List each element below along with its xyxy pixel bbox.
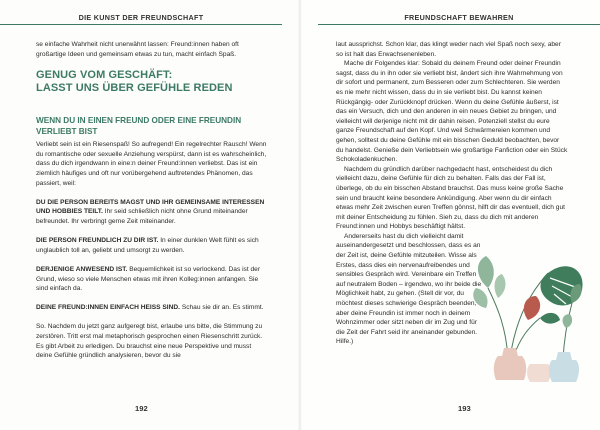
section-title-line-1: GENUG VOM GESCHÄFT: <box>36 69 173 82</box>
paragraph-laut: laut aussprichst. Schon klar, das klingt weder nach viel Spaß noch sexy, aber so ist halt das Erwachsenenleben. <box>336 41 561 58</box>
reason-item-2-text: In einer dunklen Welt fühlt es sich unglaublich toll an, geliebt und umsorgt zu werden. <box>36 237 259 254</box>
plants-illustration-svg <box>468 248 588 388</box>
section-title <box>36 69 268 95</box>
reason-item-3-lead: DERJENIGE ANWESEND IST. <box>36 265 128 273</box>
subsection-title <box>36 116 268 137</box>
subsection-title-line-1: WENN DU IN EINEN FREUND ODER EINE FREUNDIN <box>36 116 242 126</box>
reason-item-1-lead: DU DIE PERSON BEREITS MAGST UND IHR GEMEINSAME INTERESSEN UND HOBBIES TEILT. <box>36 198 265 216</box>
paragraph-stimmung: So. Nachdem du jetzt ganz aufgeregt bist, erlaube uns bitte, die Stimmung zu zerstören. Tritt erst mal metaphorisch gesprochen einen Riesenschritt zurück. Es gibt Arbeit zu erledigen. Du brauchst eine neue Perspektive und musst deine Gefühle gründlich analysieren, bevor du sie <box>36 323 263 360</box>
page-number-left: 192 <box>135 404 148 413</box>
reason-item-3 <box>36 265 268 294</box>
paragraph-andererseits: Andererseits hast du dich vielleicht damit auseinandergesetzt und beschlossen, dass es an der Zeit ist, deine Gefühle mitzuteilen. Wisse als Erstes, dass dies ein nervenaufreibendes und sensibles Gespräch wird. Vereinbare ein Treffen auf neutralem Boden – irgendwo, wo ihr beide die Möglichkeit habt, zu gehen. (Stell dir vor, du möchtest dieses schwierige Gespräch beenden, aber deine Freundin ist immer noch in deinem Wohnzimmer oder sitzt neben dir im Zug und für die Zeit der Fahrt seid ihr aneinander gebunden. Hilfe.) <box>336 232 482 346</box>
paragraph-nachgedacht: Nachdem du gründlich darüber nachgedacht hast, entscheidest du dich vielleicht dazu, deine Gefühle für dich zu behalten. Falls das der Fall ist, überlege, ob du ein bisschen Abstand brauchst. Das muss keine große Sache sein und braucht keine besondere Ankündigung. Aber wenn du dir einfach etwas mehr Zeit zwischen euren Treffen gönnst, hilft dir das eventuell, dich gut mit deiner Entscheidung zu fühlen. Sieh zu, dass du dich mit anderen Freund:innen und Hobbys beschäftigt hältst. <box>336 165 565 231</box>
reason-item-4-text: Schau sie dir an. Es stimmt. <box>179 304 264 312</box>
paragraph-verliebt: Verliebt sein ist ein Riesenspaß! So aufregend! Ein regelrechter Rausch! Wenn du romantische oder sexuelle Anziehung verspürst, dann ist es wahrscheinlich, dass du dich irgendwann in eine:n deiner Freund:innen verliebst. Das ist ein ziemlich häufiges und oft nur vorübergehend auftretendes Phänomen, das passiert, weil: <box>36 141 267 187</box>
intro-paragraph: se einfache Wahrheit nicht unerwähnt lassen: Freund:innen haben oft großartige Ideen und gemeinsam etwas zu tun, macht einfach Spaß. <box>36 41 239 58</box>
header-rule-left <box>0 24 282 25</box>
section-title-line-2: LASST UNS ÜBER GEFÜHLE REDEN <box>36 82 233 95</box>
reason-item-2 <box>36 236 268 255</box>
left-body-text <box>36 40 268 361</box>
reason-item-1-text: Ihr seid schließlich nicht ohne Grund miteinander befreundet. Ihr verbringt gerne Zeit miteinander. <box>36 208 248 225</box>
running-head-right: FREUNDSCHAFT BEWAHREN <box>404 13 514 22</box>
reason-item-1 <box>36 198 268 227</box>
plants-in-vases-illustration <box>468 248 588 388</box>
running-head-left: DIE KUNST DER FREUNDSCHAFT <box>78 13 204 22</box>
reason-item-4 <box>36 303 268 313</box>
paragraph-folgendes: Mache dir Folgendes klar: Sobald du deinem Freund oder deiner Freundin sagst, dass du in ihn oder sie verliebt bist, ändert sich ihre Wahrnehmung von dir sofort und permanent, zum Besseren oder zum Schlechteren. Sie werden es nie mehr nicht wissen, dass du in sie verliebt bist. Du kannst keinen Rückgängig- oder Zurückknopf drücken. Wenn du deine Gefühle äußerst, ist das ein Versuch, dich und den anderen in ein neues Gebiet zu bringen, und vielleicht will derjenige nicht mit dir dahin reisen. Potenziell stellst du eure ganze Freundschaft auf den Kopf. Und weil Schwärmereien kommen und gehen, solltest du deine Gefühle mit ein bisschen Geduld beobachten, bevor du handelst. Genieße dein Verliebtsein wie großartige Fanfiction oder ein Stück Schokoladenkuchen. <box>336 60 568 164</box>
reason-item-2-lead: DIE PERSON FREUNDLICH ZU DIR IST. <box>36 237 159 245</box>
reason-item-3-text: Bequemlichkeit ist so verlockend. Das ist der Grund, wieso so viele Menschen etwas mit ihren Kolleg:innen anfangen. Sie sind einfach da. <box>36 265 261 293</box>
reason-item-4-lead: DEINE FREUND:INNEN EINFACH HEISS SIND. <box>36 304 180 312</box>
page-number-right: 193 <box>458 404 471 413</box>
book-gutter <box>298 0 302 430</box>
subsection-title-line-2: VERLIEBT BIST <box>36 126 98 136</box>
header-rule-right <box>318 24 600 25</box>
